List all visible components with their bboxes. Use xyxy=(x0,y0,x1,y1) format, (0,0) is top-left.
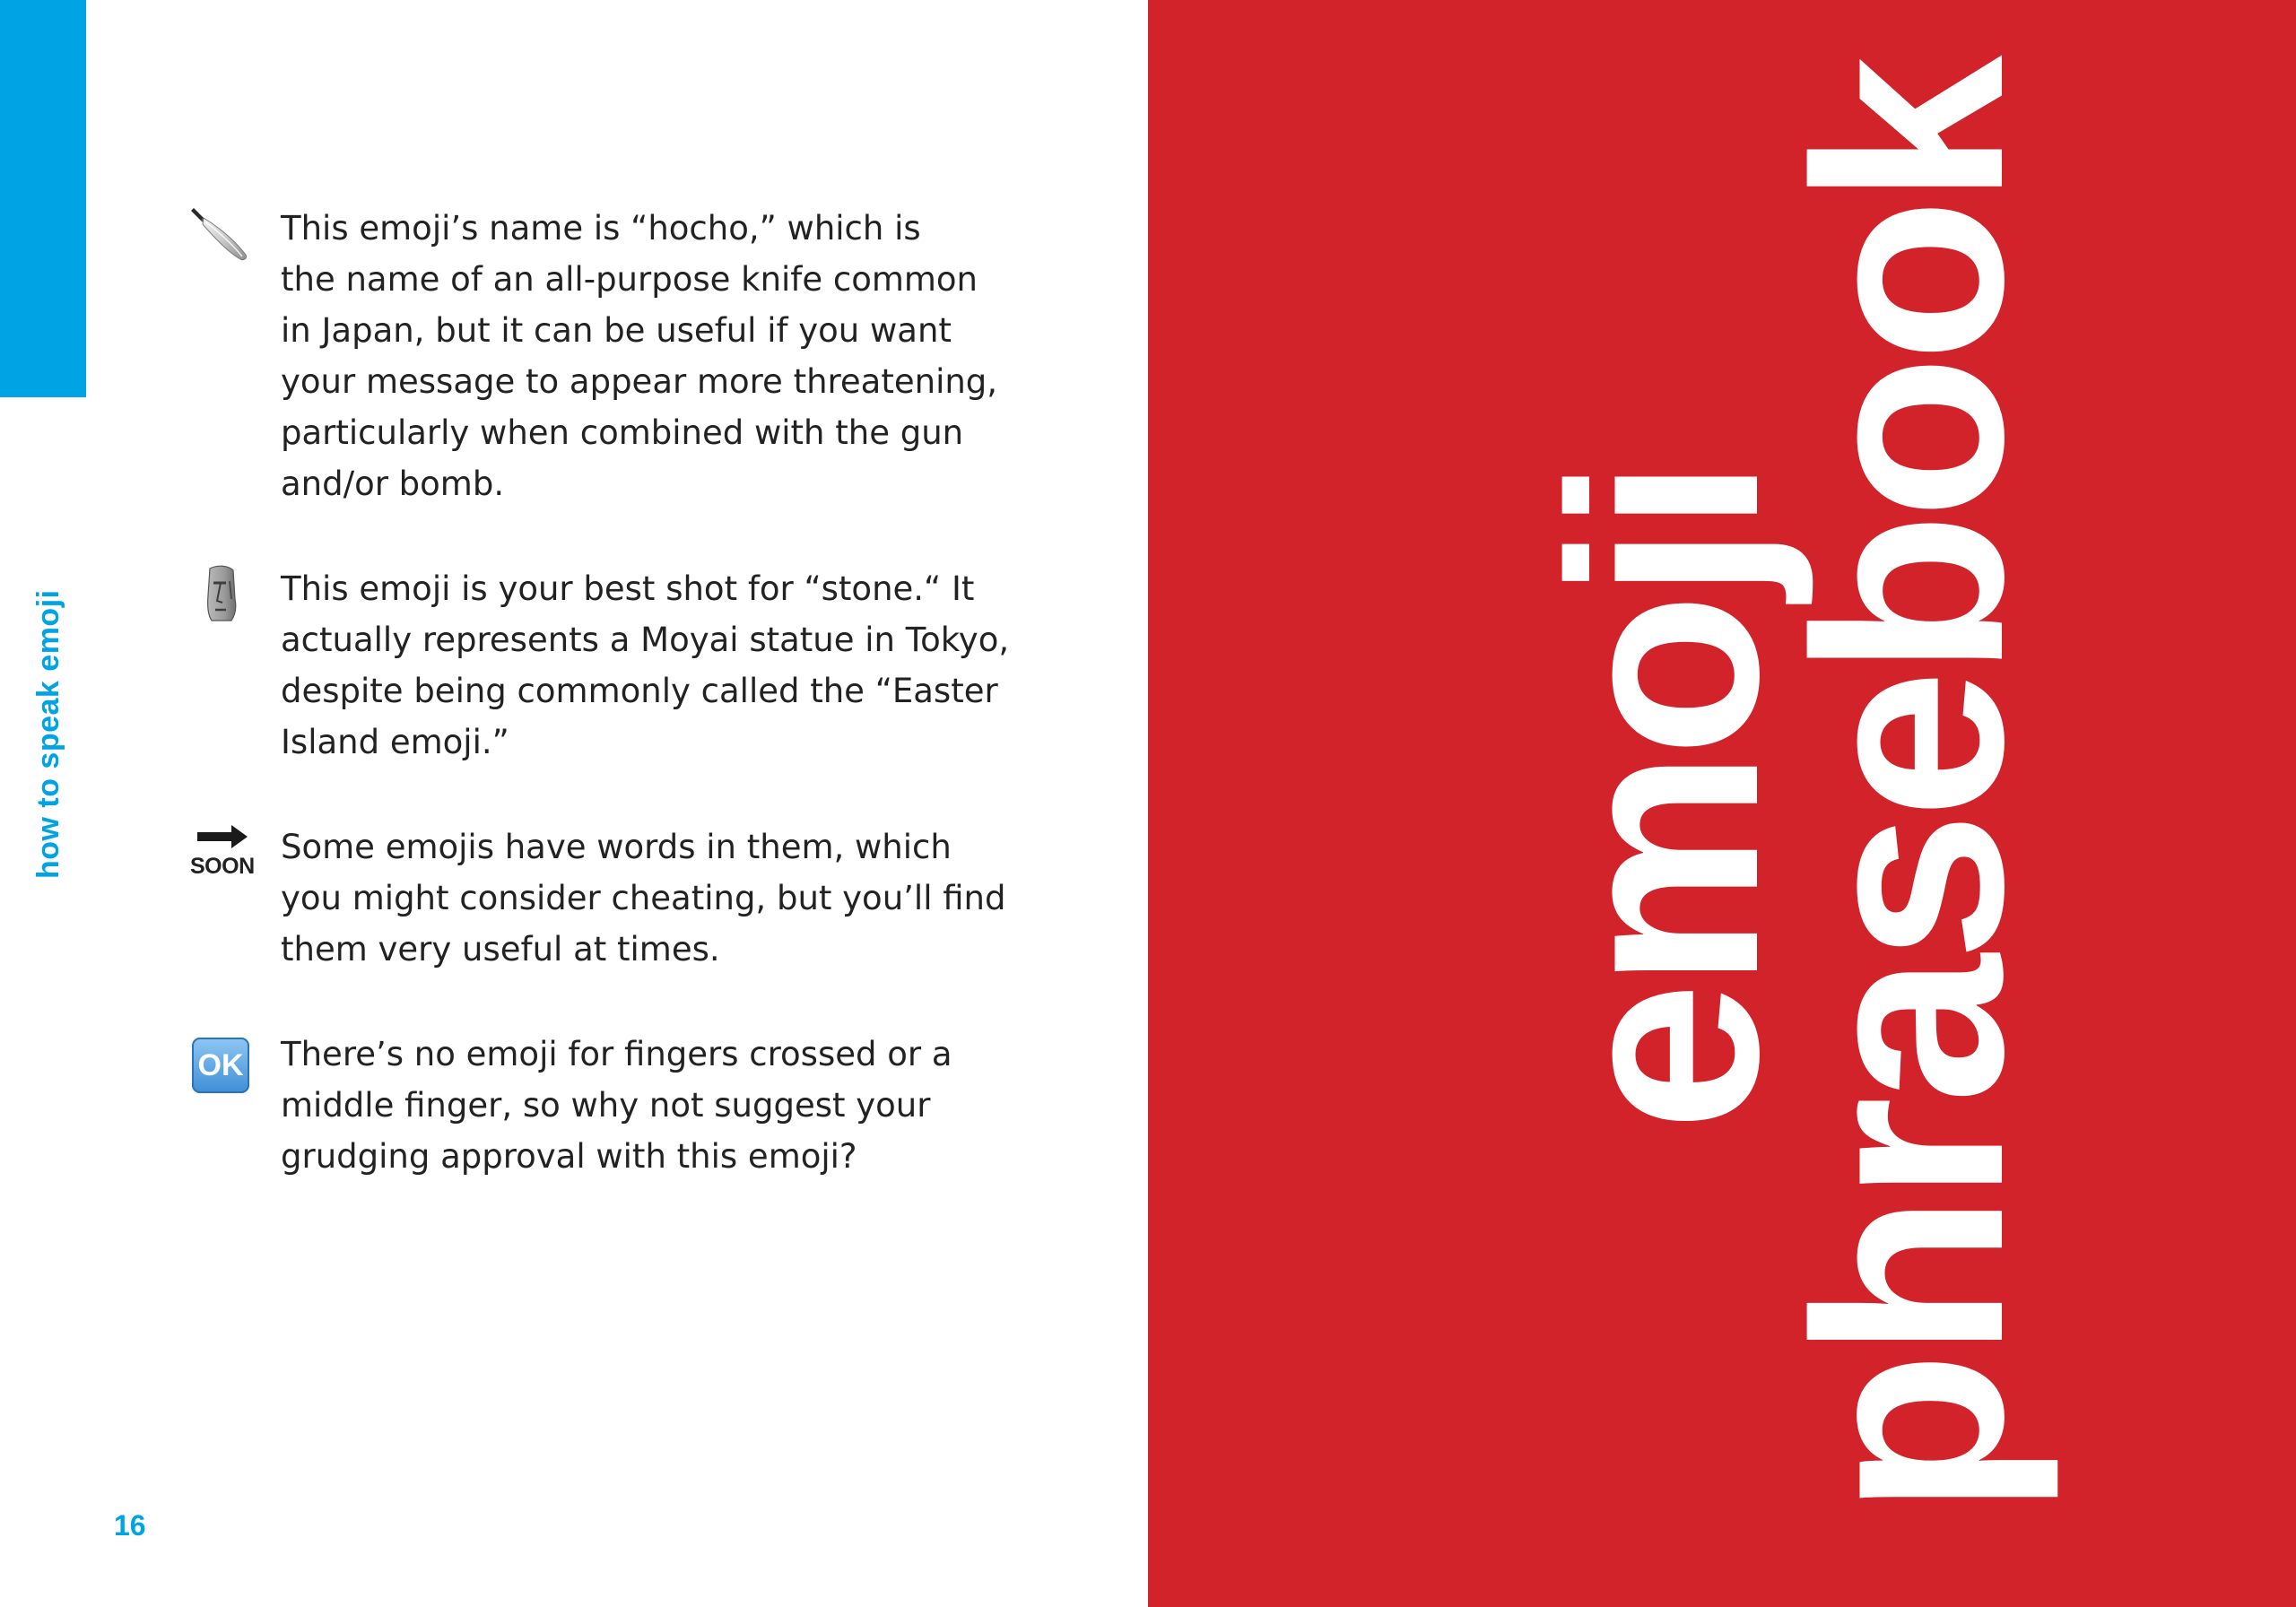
entry-text: Some emojis have words in them, which you might consider cheating, but you’ll find them very useful at times. xyxy=(281,828,1006,969)
running-head-section: dictionary xyxy=(31,430,65,581)
kitchen-knife-icon xyxy=(190,203,253,265)
right-page xyxy=(1148,0,2296,1607)
ok-button-icon xyxy=(190,1029,253,1091)
moyai-statue-icon xyxy=(190,563,253,626)
cover-title-line-1: emoji xyxy=(1513,465,1814,1132)
running-head-title: how to speak emoji xyxy=(31,580,65,880)
page-number: 16 xyxy=(114,1509,146,1542)
section-tab xyxy=(0,0,86,397)
cover-title-line-2: phrasebook xyxy=(1758,62,2059,1516)
entry-text: There’s no emoji for fingers crossed or a middle finger, so why not suggest your grudging approval with this emoji? xyxy=(281,1035,952,1176)
section-running-head xyxy=(30,430,66,879)
soon-icon-label: SOON xyxy=(190,854,255,879)
ok-icon-label: OK xyxy=(197,1048,244,1082)
entry-text: This emoji’s name is “hocho,” which is the name of an all-purpose knife common in Japan, but it can be useful if you want your message to appear more threatening, particularly when combined with the gun and/or bomb. xyxy=(281,209,998,503)
entry-text: This emoji is your best shot for “stone.“ It actually represents a Moyai statue in Tokyo, despite being commonly called the “Easter Island emoji.” xyxy=(281,569,1010,761)
soon-arrow-icon xyxy=(190,821,253,884)
